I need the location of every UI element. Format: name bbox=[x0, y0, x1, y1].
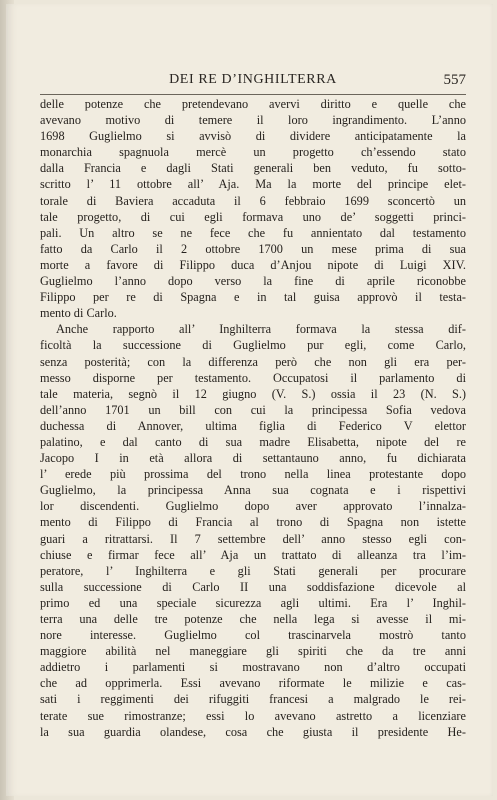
text-line: dell’anno 1701 un bill con cui la principessa Sofia vedova bbox=[40, 402, 466, 417]
text-line: torale di Baviera accaduta il 6 febbraio 1699 sconcertò un bbox=[40, 193, 466, 208]
text-line: l’ erede più prossima del trono nella linea protestante dopo bbox=[40, 467, 466, 482]
paragraph-1 bbox=[40, 96, 466, 321]
text-line: la sua guardia olandese, cosa che giusta il presidente He- bbox=[40, 724, 466, 739]
text-line: ficoltà la successione di Guglielmo pur egli, come Carlo, bbox=[40, 338, 466, 353]
text-line: terate sue rimostranze; essi lo avevano astretto a licenziare bbox=[40, 708, 466, 723]
text-line: pali. Un altro se ne fece che fu annientato dal testamento bbox=[40, 225, 466, 240]
header-rule bbox=[40, 94, 466, 95]
text-line: addietro i parlamenti si mostravano non d’altro occupati bbox=[40, 660, 466, 675]
text-line: che ad opprimerla. Essi avevano riformate le milizie e cas- bbox=[40, 676, 466, 691]
text-line: primo ed una speciale sicurezza agli ultimi. Era l’ Inghil- bbox=[40, 595, 466, 610]
running-title: DEI RE D’INGHILTERRA bbox=[169, 72, 337, 87]
text-line: fatto da Carlo il 2 ottobre 1700 un mese prima di sua bbox=[40, 241, 466, 256]
text-line: monarchia spagnuola mercè un progetto ch’essendo stato bbox=[40, 145, 466, 160]
text-line: mento di Filippo di Francia al trono di Spagna non istette bbox=[40, 515, 466, 530]
text-line: peratore, l’ Inghilterra e gli Stati generali per procurare bbox=[40, 563, 466, 578]
text-line: sulla successione di Carlo II una soddisfazione dicevole al bbox=[40, 579, 466, 594]
text-line: morte a favore di Filippo duca d’Anjou nipote di Luigi XIV. bbox=[40, 257, 466, 272]
text-line: tale progetto, di cui egli formava uno de’ soggetti princi- bbox=[40, 209, 466, 224]
text-line: avevano motivo di temere il loro ingrandimento. L’anno bbox=[40, 113, 466, 128]
paragraph-2 bbox=[40, 321, 466, 739]
text-line: maggiore abilità nel maneggiare gli spiriti che da tre anni bbox=[40, 644, 466, 659]
text-line: lor discendenti. Guglielmo dopo aver approvato l’innalza- bbox=[40, 499, 466, 514]
text-line: terra una delle tre potenze che nella lega si avesse il mi- bbox=[40, 612, 466, 626]
text-line: Anche rapporto all’ Inghilterra formava la stessa dif- bbox=[56, 322, 466, 337]
text-line: dalla Francia e dagli Stati generali ben veduto, fu sotto- bbox=[40, 161, 466, 176]
page-number: 557 bbox=[443, 72, 466, 88]
text-line: delle potenze che pretendevano avervi diritto e quelle che bbox=[40, 97, 466, 111]
text-line: palatino, e dal canto di sua madre Elisabetta, nipote del re bbox=[40, 434, 466, 449]
body-text bbox=[40, 96, 466, 740]
text-line: Guglielmo l’anno dopo verso la fine di aprile riconobbe bbox=[40, 274, 466, 289]
text-line: scritto l’ 11 ottobre all’ Aja. Ma la morte del principe elet- bbox=[40, 177, 466, 192]
text-line: duchessa di Annover, ultima figlia di Federico V elettor bbox=[40, 418, 466, 433]
text-line: messo disporne per testamento. Occupatosi il parlamento di bbox=[40, 370, 466, 385]
text-line: Jacopo I in età allora di settantauno anno, fu dichiarata bbox=[40, 451, 466, 466]
text-line: tale materia, segnò il 12 giugno (V. S.) ossia il 23 (N. S.) bbox=[40, 386, 466, 401]
text-line: senza posterità; con la differenza però che non gli era per- bbox=[40, 354, 466, 369]
text-line: sati i reggimenti dei rifuggiti francesi a malgrado le rei- bbox=[40, 692, 466, 707]
text-line: Filippo per re di Spagna e in tal guisa approvò il testa- bbox=[40, 290, 466, 305]
text-line: chiuse e firmar fece all’ Aja un trattato di alleanza tra l’im- bbox=[40, 547, 466, 562]
text-line: 1698 Guglielmo si avvisò di dividere anticipatamente la bbox=[40, 129, 466, 144]
text-line: nore interesse. Guglielmo col trascinarvela mostrò tanto bbox=[40, 628, 466, 643]
text-line: guari a ritrattarsi. Il 7 settembre dell’ anno stesso egli con- bbox=[40, 531, 466, 546]
page-header bbox=[40, 72, 466, 92]
text-line: mento di Carlo. bbox=[40, 306, 117, 321]
text-line: Guglielmo, la principessa Anna sua cognata e i rispettivi bbox=[40, 483, 466, 498]
